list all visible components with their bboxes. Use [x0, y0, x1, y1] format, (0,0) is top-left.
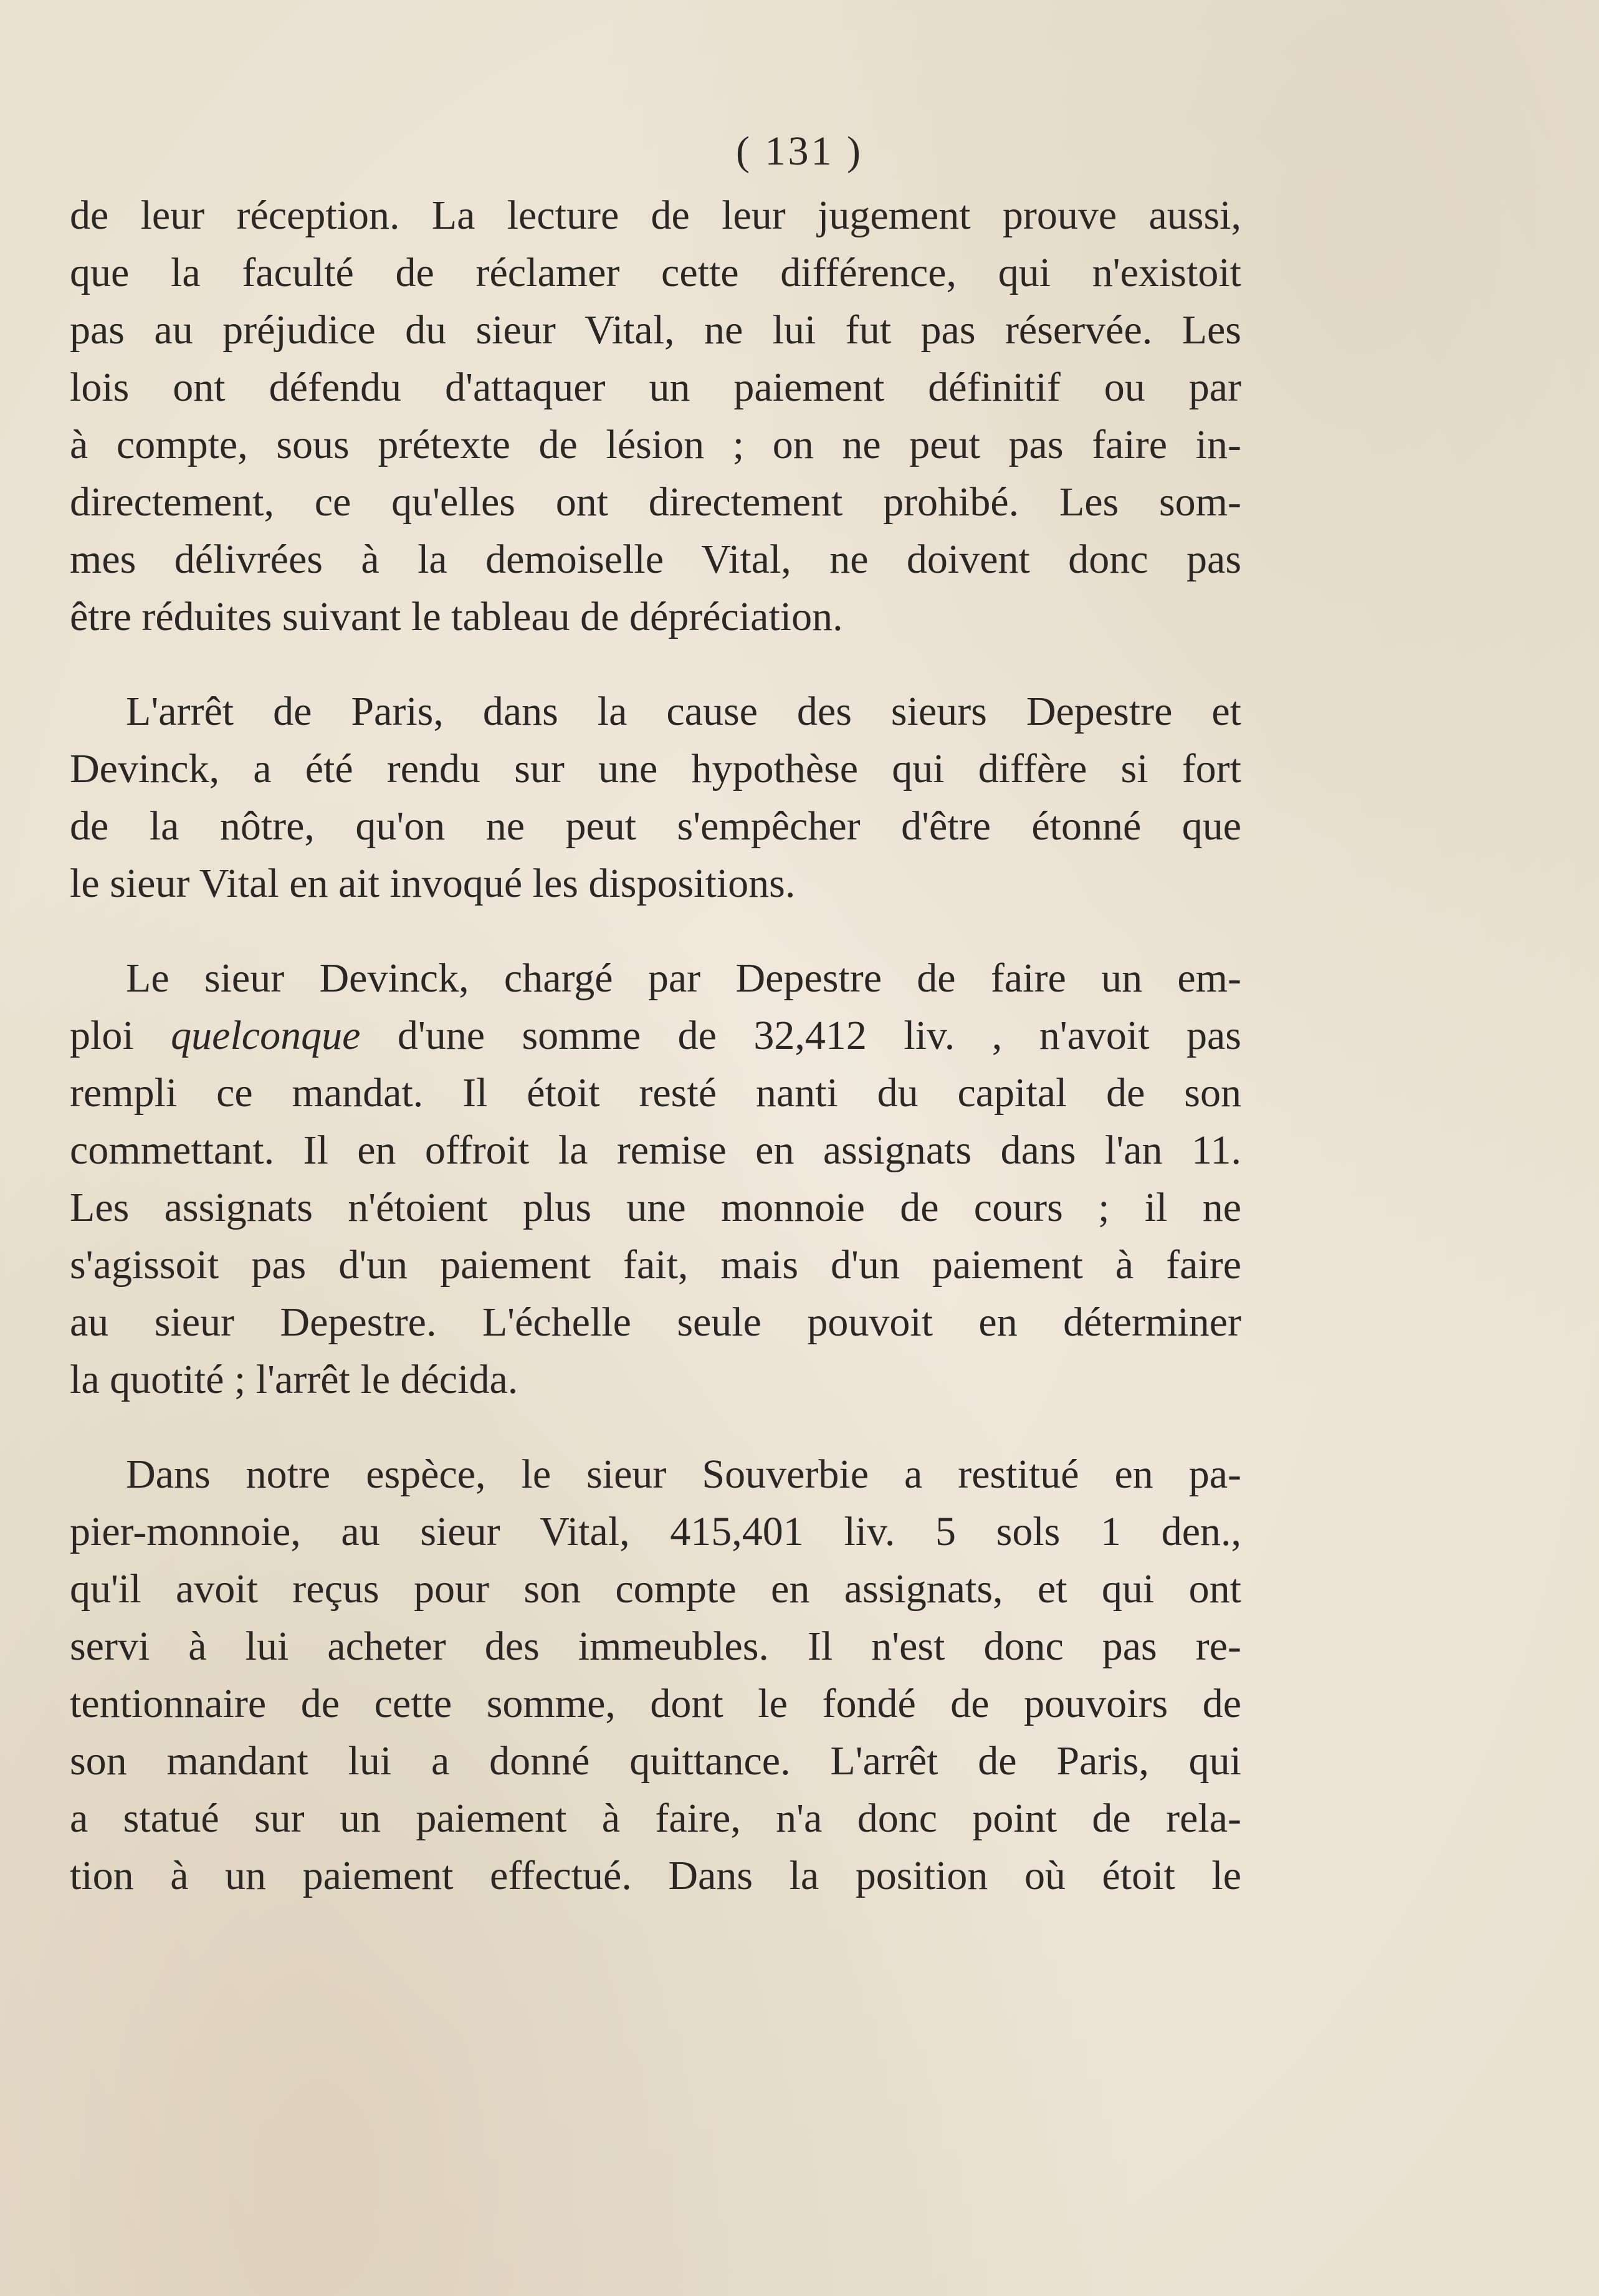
text-line: être réduites suivant le tableau de dépréciation.	[70, 594, 843, 639]
text-line: qu'il avoit reçus pour son compte en assignats, et qui ont	[70, 1566, 1241, 1612]
text-line: Les assignats n'étoient plus une monnoie de cours ; il ne	[70, 1185, 1241, 1230]
text-line: Dans notre espèce, le sieur Souverbie a restitué en pa-	[126, 1452, 1241, 1497]
text-line: Devinck, a été rendu sur une hypothèse qui diffère si fort	[70, 746, 1241, 792]
text-line: mes délivrées à la demoiselle Vital, ne doivent donc pas	[70, 537, 1241, 582]
text-line: la quotité ; l'arrêt le décida.	[70, 1357, 518, 1402]
body-text	[70, 187, 1241, 1905]
text-line: son mandant lui a donné quittance. L'arrêt de Paris, qui	[70, 1738, 1241, 1784]
text-line: L'arrêt de Paris, dans la cause des sieurs Depestre et	[126, 689, 1241, 734]
paragraph-1	[70, 187, 1241, 646]
text-line: que la faculté de réclamer cette différence, qui n'existoit	[70, 250, 1241, 295]
text-line: pas au préjudice du sieur Vital, ne lui fut pas réservée. Les	[70, 307, 1241, 353]
page-number: ( 131 )	[736, 128, 863, 174]
text-line: de la nôtre, qu'on ne peut s'empêcher d'être étonné que	[70, 803, 1241, 849]
paragraph-4	[70, 1446, 1241, 1905]
text-line: servi à lui acheter des immeubles. Il n'est donc pas re-	[70, 1624, 1241, 1669]
paragraph-3	[70, 950, 1241, 1409]
text-line: s'agissoit pas d'un paiement fait, mais d'un paiement à faire	[70, 1242, 1241, 1288]
text-line: tion à un paiement effectué. Dans la position où étoit le	[70, 1853, 1241, 1898]
text-line: pier-monnoie, au sieur Vital, 415,401 liv. 5 sols 1 den.,	[70, 1509, 1241, 1554]
text-line: a statué sur un paiement à faire, n'a donc point de rela-	[70, 1796, 1241, 1841]
italic-word: quelconque	[171, 1013, 361, 1058]
text-line: tentionnaire de cette somme, dont le fondé de pouvoirs de	[70, 1681, 1241, 1726]
text-line: le sieur Vital en ait invoqué les dispositions.	[70, 861, 796, 906]
text-line: lois ont défendu d'attaquer un paiement définitif ou par	[70, 365, 1241, 410]
text-line: de leur réception. La lecture de leur jugement prouve aussi,	[70, 193, 1241, 238]
text-line	[70, 1007, 1241, 1064]
text-line: Le sieur Devinck, chargé par Depestre de faire un em-	[126, 955, 1241, 1001]
text-line: commettant. Il en offroit la remise en assignats dans l'an 11.	[70, 1127, 1241, 1173]
text-fragment: ploi	[70, 1013, 171, 1058]
text-line: rempli ce mandat. Il étoit resté nanti du capital de son	[70, 1070, 1241, 1116]
text-fragment: d'une somme de 32,412 liv. , n'avoit pas	[360, 1013, 1241, 1058]
text-line: au sieur Depestre. L'échelle seule pouvoit en déterminer	[70, 1299, 1241, 1345]
paragraph-2	[70, 683, 1241, 912]
text-line: à compte, sous prétexte de lésion ; on ne peut pas faire in-	[70, 422, 1241, 467]
text-line: directement, ce qu'elles ont directement prohibé. Les som-	[70, 479, 1241, 525]
